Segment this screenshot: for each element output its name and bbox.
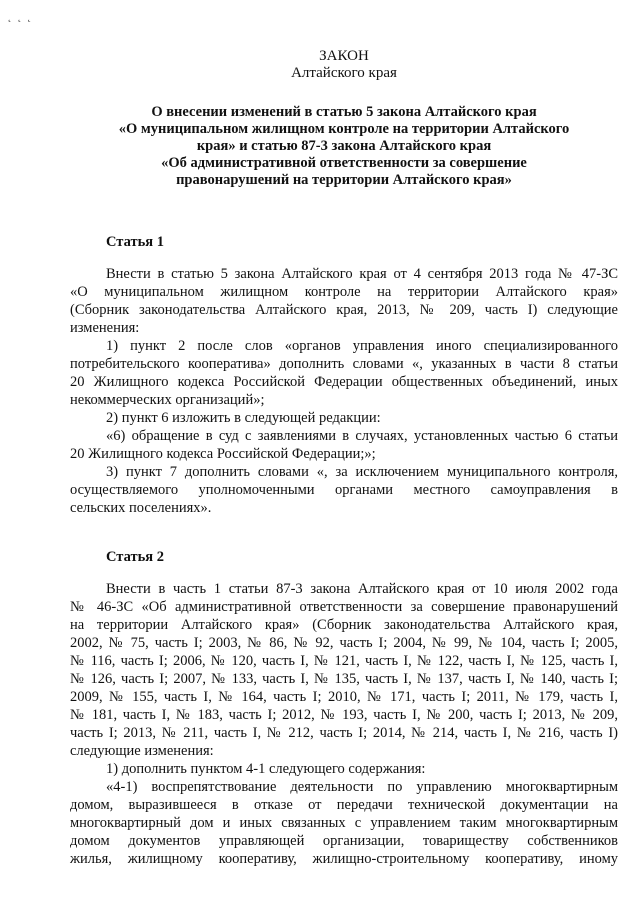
body-line: сельских поселениях». bbox=[70, 500, 212, 516]
body-line: на территории Алтайского края» (Сборник законодательства Алтайского края, bbox=[70, 617, 618, 633]
body-line: жилья, жилищному кооперативу, жилищно-строительному кооперативу, иному bbox=[70, 851, 618, 867]
doc-title bbox=[70, 104, 618, 189]
body-line: 20 Жилищного кодекса Российской Федерации;»; bbox=[70, 446, 376, 462]
article-2-body bbox=[70, 580, 618, 868]
doc-region: Алтайского края bbox=[291, 65, 397, 81]
body-line: Внести в часть 1 статьи 87-3 закона Алтайского края от 10 июля 2002 года bbox=[106, 581, 618, 597]
title-line: «О муниципальном жилищном контроле на территории Алтайского bbox=[118, 121, 570, 137]
body-line: № 181, часть I, № 183, часть I; 2012, № 193, часть I, № 200, часть I; 2013, № 209, bbox=[70, 707, 618, 723]
body-line: «4-1) воспрепятствование деятельности по управлению многоквартирным bbox=[106, 779, 618, 795]
body-line: Внести в статью 5 закона Алтайского края от 4 сентября 2013 года № 47-ЗС bbox=[106, 266, 618, 282]
body-line: некоммерческих организаций»; bbox=[70, 392, 265, 408]
body-line: следующие изменения: bbox=[70, 743, 214, 759]
article-1-body bbox=[70, 265, 618, 517]
document-page bbox=[70, 48, 618, 868]
title-line: края» и статью 87-3 закона Алтайского края bbox=[196, 138, 492, 154]
article-1-heading: Статья 1 bbox=[106, 234, 164, 250]
body-line: № 46-ЗС «Об административной ответственности за совершение правонарушений bbox=[70, 599, 618, 615]
title-line: «Об административной ответственности за совершение bbox=[161, 155, 527, 171]
body-line: 2) пункт 6 изложить в следующей редакции: bbox=[106, 410, 381, 426]
body-line: домом, выразившееся в отказе от передачи технической документации на bbox=[70, 797, 618, 813]
body-line: 1) дополнить пунктом 4-1 следующего содержания: bbox=[106, 761, 426, 777]
body-line: осуществляемого уполномоченными органами местного самоуправления в bbox=[70, 482, 618, 498]
title-line: О внесении изменений в статью 5 закона Алтайского края bbox=[151, 104, 537, 120]
scan-specks: ˛ ˛ ˛ bbox=[8, 12, 33, 23]
article-2-heading: Статья 2 bbox=[106, 549, 164, 565]
body-line: 2009, № 155, часть I, № 164, часть I; 2010, № 171, часть I; 2011, № 179, часть I, bbox=[70, 689, 618, 705]
body-line: № 116, часть I; 2006, № 120, часть I, № 121, часть I, № 122, часть I, № 125, часть I, bbox=[70, 653, 618, 669]
body-line: домом документов управляющей организации, товариществу собственников bbox=[70, 833, 618, 849]
body-line: изменения: bbox=[70, 320, 140, 336]
body-line: потребительского кооператива» дополнить словами «, указанных в части 8 статьи bbox=[70, 356, 618, 372]
body-line: «О муниципальном жилищном контроле на территории Алтайского края» bbox=[70, 284, 618, 300]
doc-type: ЗАКОН bbox=[319, 48, 369, 64]
body-line: 20 Жилищного кодекса Российской Федерации общественных объединений, иных bbox=[70, 374, 618, 390]
body-line: № 126, часть I; 2007, № 133, часть I, № 135, часть I, № 137, часть I, № 140, часть I; bbox=[70, 671, 618, 687]
body-line: многоквартирный дом и иных связанных с управлением таким многоквартирным bbox=[70, 815, 618, 831]
body-line: «6) обращение в суд с заявлениями в случаях, установленных частью 6 статьи bbox=[106, 428, 618, 444]
body-line: 3) пункт 7 дополнить словами «, за исключением муниципального контроля, bbox=[106, 464, 618, 480]
body-line: 1) пункт 2 после слов «органов управления иного специализированного bbox=[106, 338, 618, 354]
title-line: правонарушений на территории Алтайского края» bbox=[176, 172, 512, 188]
body-line: 2002, № 75, часть I; 2003, № 86, № 92, часть I; 2004, № 99, № 104, часть I; 2005, bbox=[70, 635, 618, 651]
body-line: часть I; 2013, № 211, часть I, № 212, часть I; 2014, № 214, часть I, № 216, часть I) bbox=[70, 725, 618, 741]
body-line: (Сборник законодательства Алтайского края, 2013, № 209, часть I) следующие bbox=[70, 302, 618, 318]
